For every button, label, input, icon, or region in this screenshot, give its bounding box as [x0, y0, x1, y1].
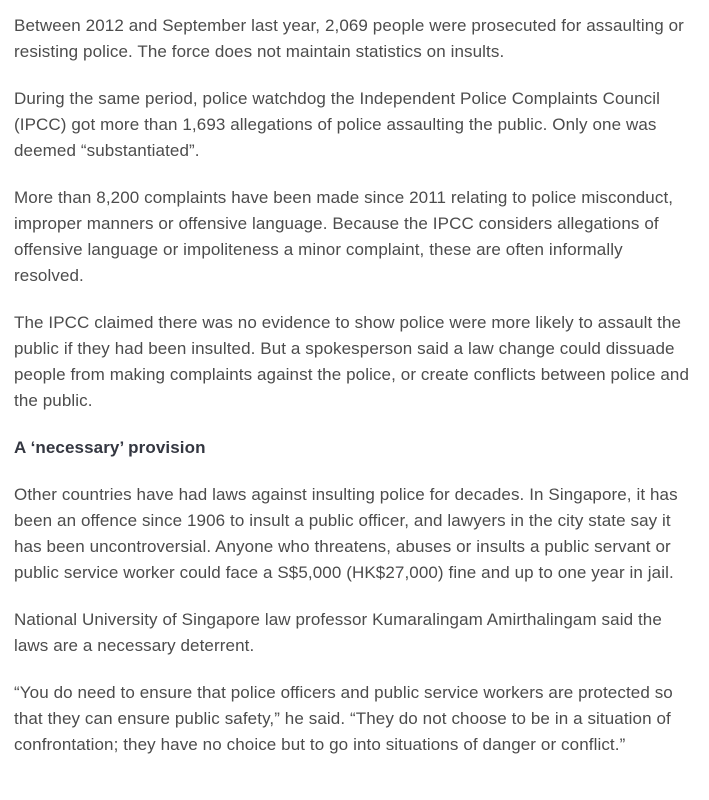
section-heading: A ‘necessary’ provision — [14, 438, 206, 457]
paragraph-complaints: More than 8,200 complaints have been made since 2011 relating to police misconduct, improper manners or offensive language. Because the IPCC considers allegations of offensive language or impoliteness a minor complaint, these are often informally resolved. — [14, 188, 674, 285]
paragraph-ipcc-claim: The IPCC claimed there was no evidence to show police were more likely to assault the public if they had been insulted. But a spokesperson said a law change could dissuade people from making complaints against the police, or create conflicts between police and the public. — [14, 313, 690, 410]
paragraph-prosecutions: Between 2012 and September last year, 2,069 people were prosecuted for assaulting or resisting police. The force does not maintain statistics on insults. — [14, 16, 684, 61]
paragraph-quote: “You do need to ensure that police officers and public service workers are protected so that they can ensure public safety,” he said. “They do not choose to be in a situation of confrontation; they have no choice but to go into situations of danger or conflict.” — [14, 683, 673, 754]
paragraph-other-countries: Other countries have had laws against insulting police for decades. In Singapore, it has been an offence since 1906 to insult a public officer, and lawyers in the city state say it has been uncontroversial. Anyone who threatens, abuses or insults a public servant or public service worker could face a S$5,000 (HK$27,000) fine and up to one year in jail. — [14, 485, 678, 582]
paragraph-ipcc-allegations: During the same period, police watchdog the Independent Police Complaints Council (IPCC) got more than 1,693 allegations of police assaulting the public. Only one was deemed “substantiated”. — [14, 89, 660, 160]
paragraph-professor: National University of Singapore law professor Kumaralingam Amirthalingam said the laws are a necessary deterrent. — [14, 610, 662, 655]
